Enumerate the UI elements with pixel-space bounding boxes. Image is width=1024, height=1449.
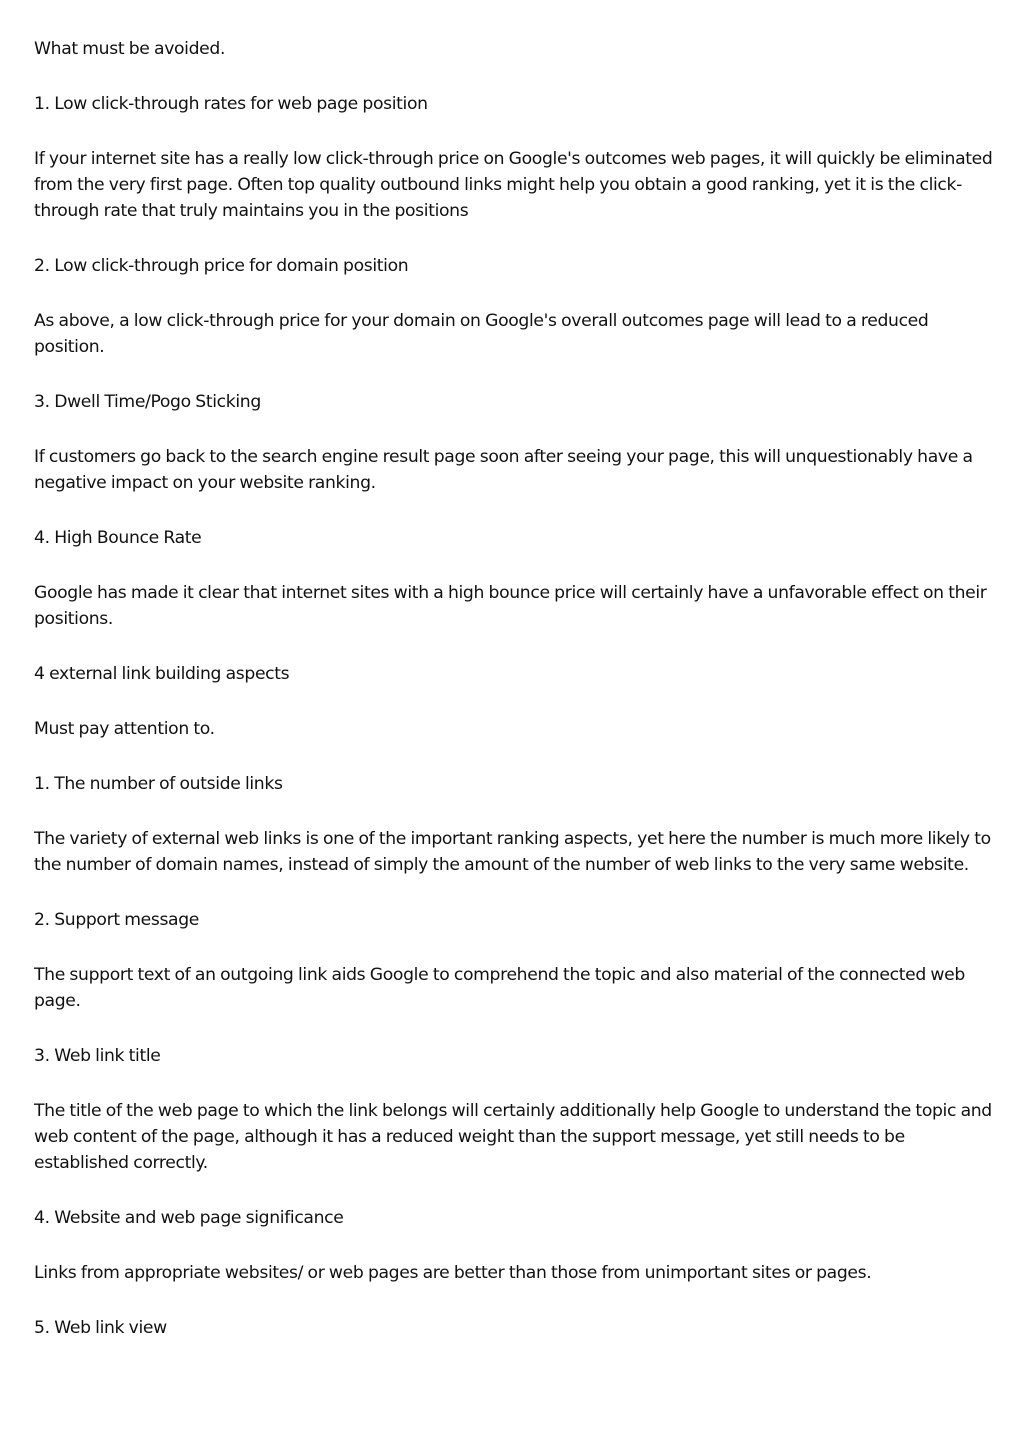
item-heading-dwell-time: 3. Dwell Time/Pogo Sticking: [34, 392, 261, 412]
paragraph-low-ctr-domain: As above, a low click-through price for your domain on Google's overall outcomes page will lead to a reduced position.: [34, 311, 929, 357]
paragraph-link-title: The title of the web page to which the link belongs will certainly additionally help Google to understand the topic and web content of the page, although it has a reduced weight than the support message, yet still needs to be established correctly.: [34, 1101, 992, 1173]
item-heading-link-view: 5. Web link view: [34, 1318, 167, 1338]
document-body: [34, 36, 994, 1370]
item-heading-significance: 4. Website and web page significance: [34, 1208, 344, 1228]
section-heading-avoided: What must be avoided.: [34, 39, 226, 59]
paragraph-outside-links: The variety of external web links is one of the important ranking aspects, yet here the number is much more likely to the number of domain names, instead of simply the amount of the number of web links to the very same website.: [34, 829, 991, 875]
paragraph-low-ctr-page: If your internet site has a really low click-through price on Google's outcomes web pages, it will quickly be eliminated from the very first page. Often top quality outbound links might help you obtain a good ranking, yet it is the click-through rate that truly maintains you in the positions: [34, 149, 993, 221]
item-heading-outside-links: 1. The number of outside links: [34, 774, 283, 794]
section-heading-external-links: 4 external link building aspects: [34, 664, 290, 684]
paragraph-bounce-rate: Google has made it clear that internet sites with a high bounce price will certainly have a unfavorable effect on their positions.: [34, 583, 987, 629]
item-heading-low-ctr-page: 1. Low click-through rates for web page position: [34, 94, 428, 114]
item-heading-low-ctr-domain: 2. Low click-through price for domain position: [34, 256, 409, 276]
item-heading-support-message: 2. Support message: [34, 910, 200, 930]
paragraph-dwell-time: If customers go back to the search engine result page soon after seeing your page, this will unquestionably have a negative impact on your website ranking.: [34, 447, 973, 493]
item-heading-link-title: 3. Web link title: [34, 1046, 161, 1066]
paragraph-support-message: The support text of an outgoing link aids Google to comprehend the topic and also material of the connected web page.: [34, 965, 965, 1011]
paragraph-significance: Links from appropriate websites/ or web pages are better than those from unimportant sites or pages.: [34, 1263, 872, 1283]
section-subheading-attention: Must pay attention to.: [34, 719, 215, 739]
item-heading-bounce-rate: 4. High Bounce Rate: [34, 528, 202, 548]
